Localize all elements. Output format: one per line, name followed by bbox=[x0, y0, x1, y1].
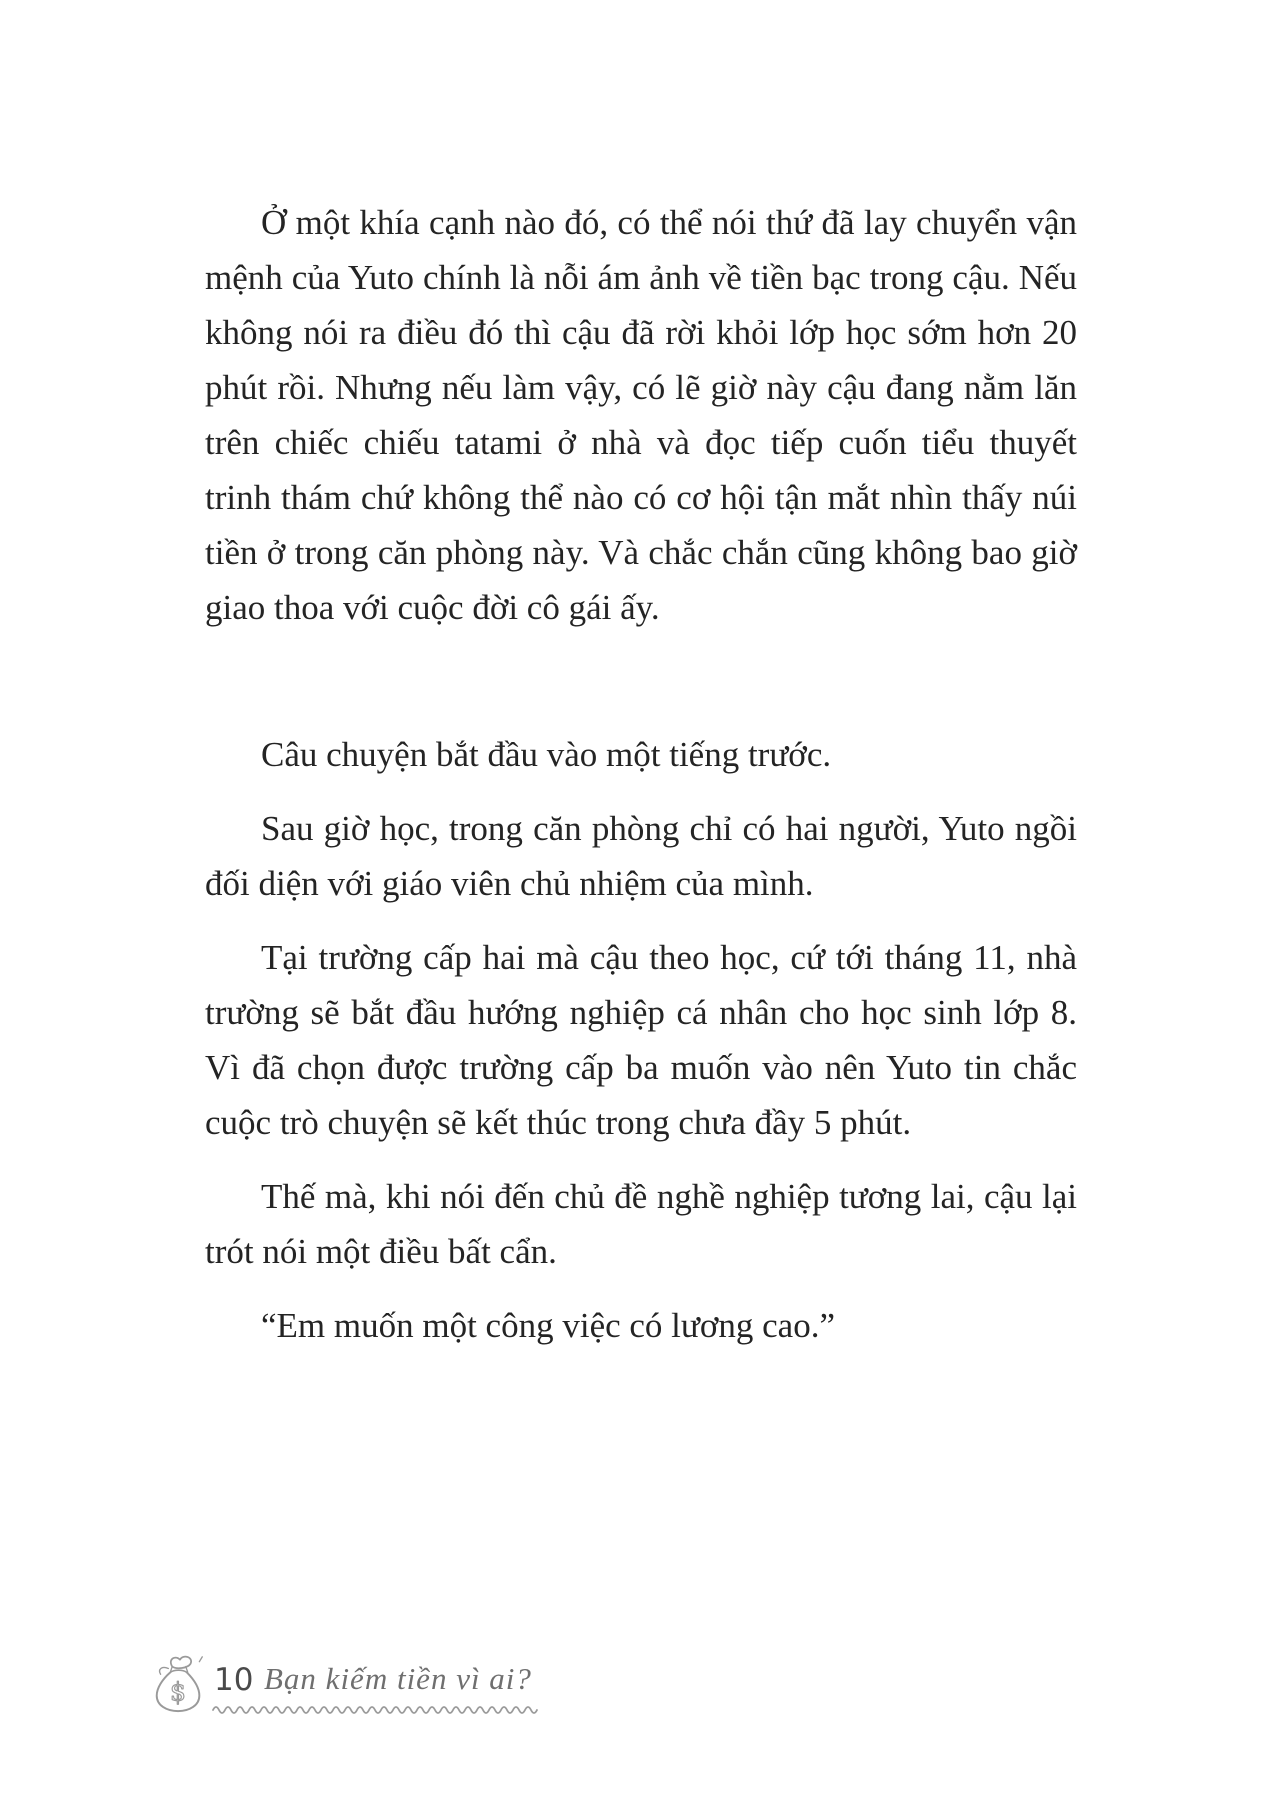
dollar-sign: $ bbox=[170, 1677, 187, 1707]
paragraph-quote: “Em muốn một công việc có lương cao.” bbox=[261, 1306, 835, 1345]
money-bag-icon bbox=[148, 1652, 210, 1714]
page-number: 10 bbox=[214, 1662, 254, 1698]
page-footer bbox=[148, 1650, 568, 1730]
paragraph: Tại trường cấp hai mà cậu theo học, cứ tới tháng 11, nhà trường sẽ bắt đầu hướng nghiệp cá nhân cho học sinh lớp 8. Vì đã chọn được trường cấp ba muốn vào nên Yuto tin chắc cuộc trò chuyện sẽ kết thúc trong chưa đầy 5 phút. bbox=[205, 938, 1077, 1142]
paragraph: Ở một khía cạnh nào đó, có thể nói thứ đã lay chuyển vận mệnh của Yuto chính là nỗi ám ảnh về tiền bạc trong cậu. Nếu không nói ra điều đó thì cậu đã rời khỏi lớp học sớm hơn 20 phút rồi. Nhưng nếu làm vậy, có lẽ giờ này cậu đang nằm lăn trên chiếc chiếu tatami ở nhà và đọc tiếp cuốn tiểu thuyết trinh thám chứ không thể nào có cơ hội tận mắt nhìn thấy núi tiền ở trong căn phòng này. Và chắc chắn cũng không bao giờ giao thoa với cuộc đời cô gái ấy. bbox=[205, 203, 1077, 627]
wavy-underline bbox=[212, 1702, 540, 1716]
paragraph: Thế mà, khi nói đến chủ đề nghề nghiệp tương lai, cậu lại trót nói một điều bất cẩn. bbox=[205, 1177, 1077, 1271]
page-body-text bbox=[205, 195, 1077, 1372]
paragraph: Câu chuyện bắt đầu vào một tiếng trước. bbox=[261, 735, 832, 774]
paragraph: Sau giờ học, trong căn phòng chỉ có hai người, Yuto ngồi đối diện với giáo viên chủ nhiệm của mình. bbox=[205, 809, 1077, 903]
book-title: Bạn kiếm tiền vì ai? bbox=[264, 1661, 532, 1696]
